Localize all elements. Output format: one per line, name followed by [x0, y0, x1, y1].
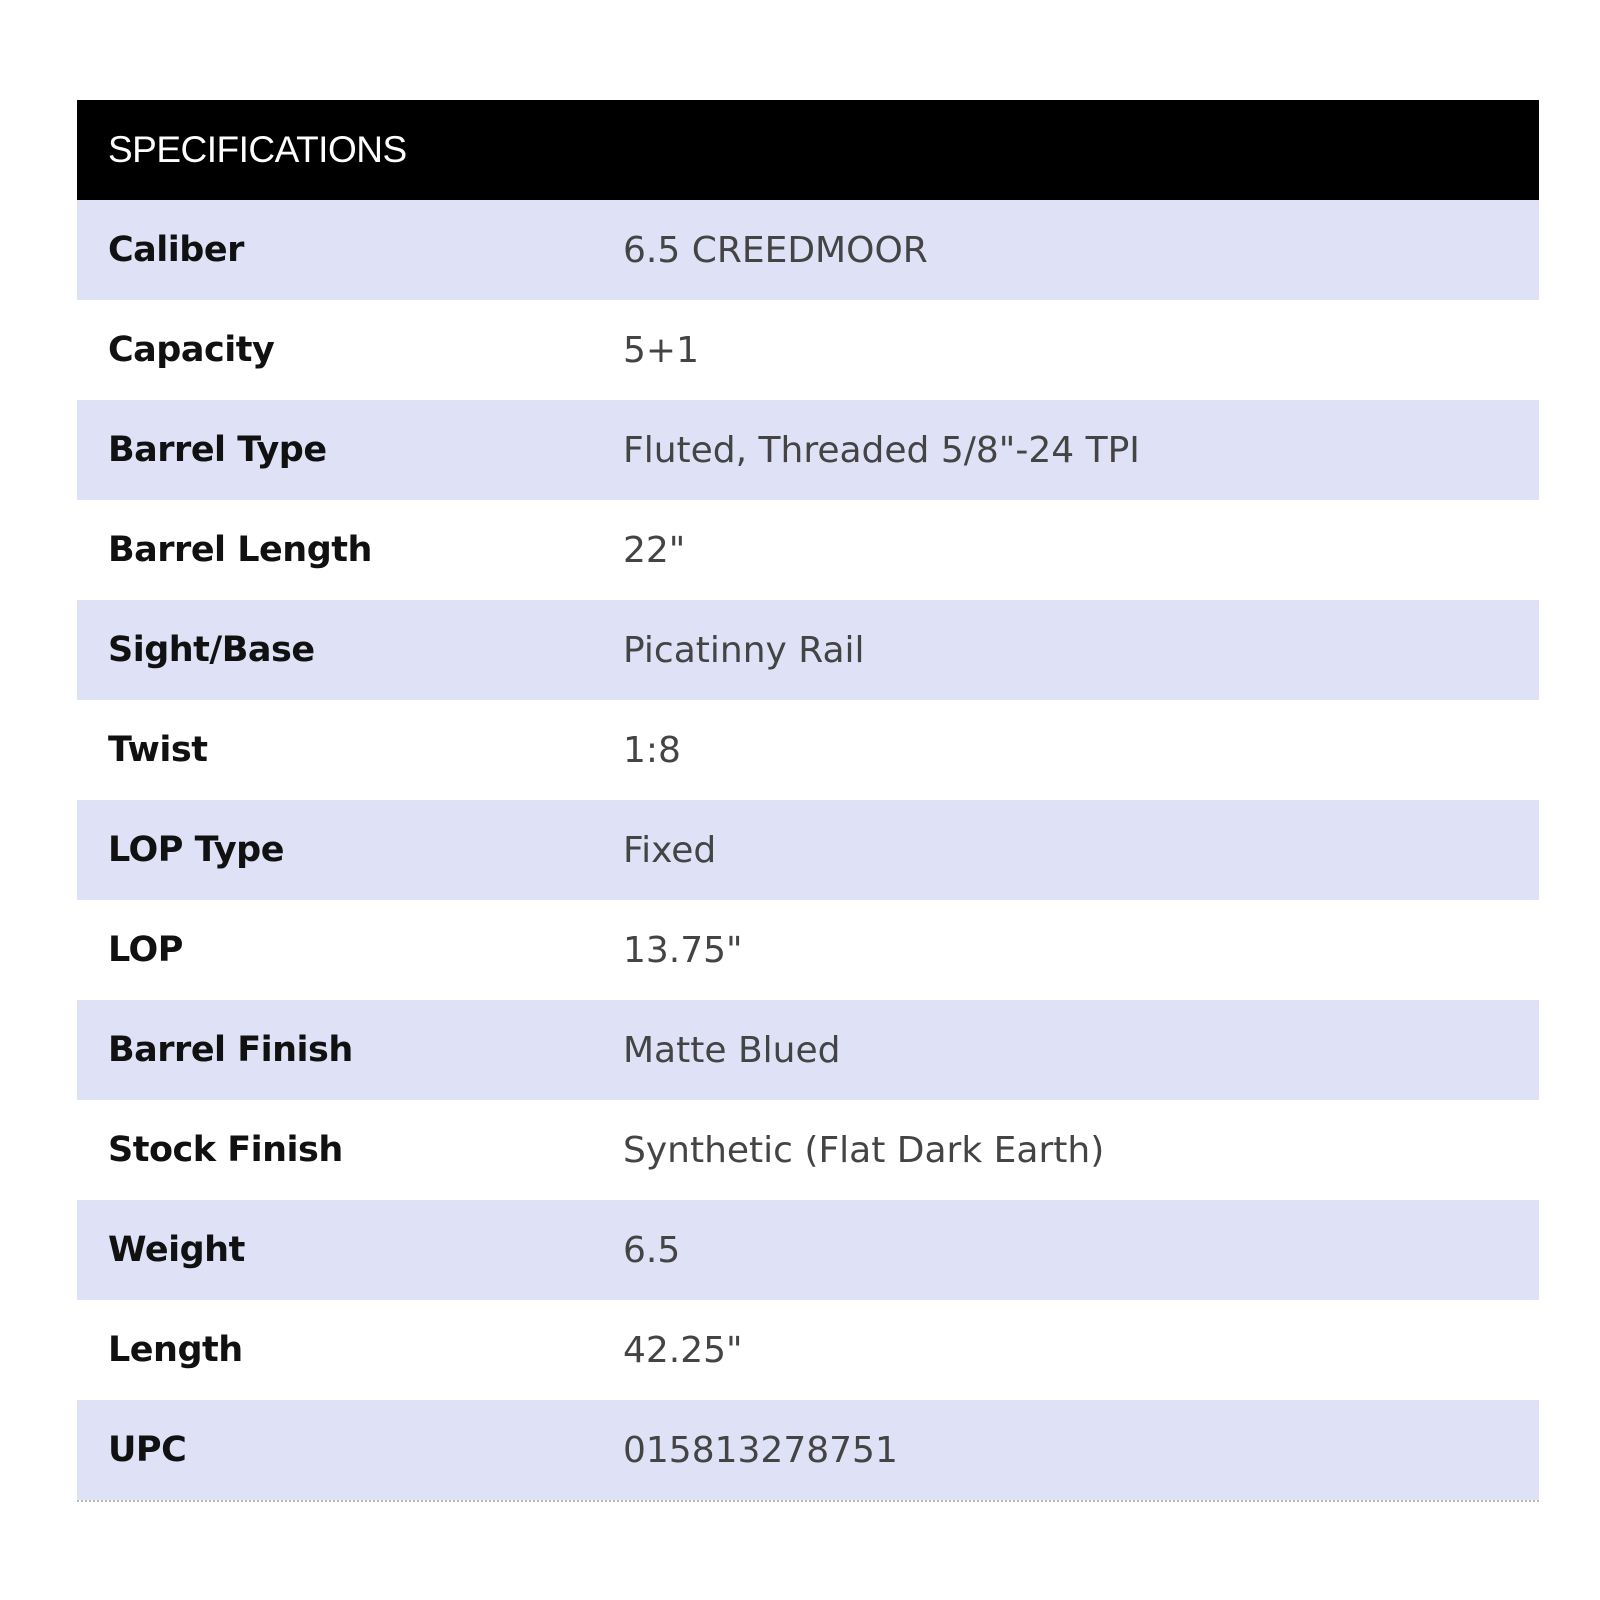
specifications-header: SPECIFICATIONS: [77, 100, 1539, 200]
spec-row-capacity: [77, 300, 1539, 400]
spec-row-barrel-type: [77, 400, 1539, 500]
spec-value: 13.75": [623, 929, 743, 971]
spec-label: Barrel Finish: [108, 1030, 353, 1070]
spec-value: Picatinny Rail: [623, 629, 865, 671]
spec-row-lop: [77, 900, 1539, 1000]
spec-label: Length: [108, 1330, 243, 1370]
spec-row-weight: [77, 1200, 1539, 1300]
spec-label: LOP Type: [108, 830, 284, 870]
spec-label: Barrel Type: [108, 430, 327, 470]
spec-row-barrel-length: [77, 500, 1539, 600]
spec-row-lop-type: [77, 800, 1539, 900]
spec-value: 42.25": [623, 1329, 743, 1371]
spec-value: 1:8: [623, 729, 681, 771]
spec-label: Barrel Length: [108, 530, 372, 570]
spec-label: Weight: [108, 1230, 245, 1270]
spec-value: 22": [623, 529, 686, 571]
spec-row-upc: [77, 1400, 1539, 1500]
spec-label: LOP: [108, 930, 183, 970]
spec-value: 5+1: [623, 329, 699, 371]
spec-row-twist: [77, 700, 1539, 800]
spec-label: Stock Finish: [108, 1130, 343, 1170]
spec-value: 015813278751: [623, 1429, 898, 1471]
spec-row-stock-finish: [77, 1100, 1539, 1200]
spec-value: 6.5 CREEDMOOR: [623, 229, 928, 271]
spec-value: Fixed: [623, 829, 717, 871]
spec-label: Sight/Base: [108, 630, 315, 670]
spec-row-length: [77, 1300, 1539, 1400]
specifications-table: [77, 100, 1539, 1502]
spec-row-barrel-finish: [77, 1000, 1539, 1100]
spec-value: 6.5: [623, 1229, 681, 1271]
spec-label: Twist: [108, 730, 208, 770]
spec-label: Caliber: [108, 230, 244, 270]
spec-label: UPC: [108, 1430, 187, 1470]
spec-value: Fluted, Threaded 5/8"-24 TPI: [623, 429, 1140, 471]
spec-label: Capacity: [108, 330, 275, 370]
spec-row-sight-base: [77, 600, 1539, 700]
spec-value: Matte Blued: [623, 1029, 841, 1071]
spec-value: Synthetic (Flat Dark Earth): [623, 1129, 1105, 1171]
spec-row-caliber: [77, 200, 1539, 300]
